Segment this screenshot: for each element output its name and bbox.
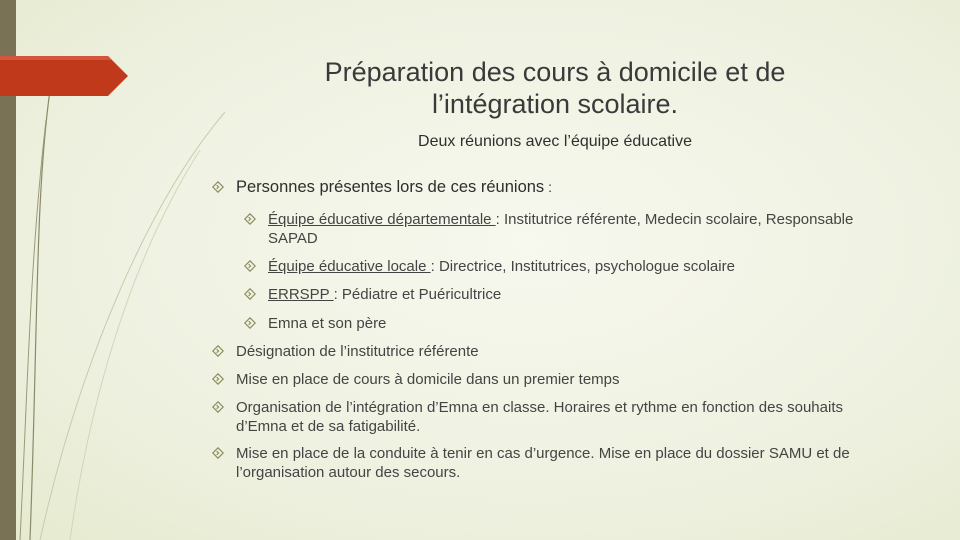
slide-title [245, 56, 865, 120]
bullet-home-courses [212, 370, 912, 389]
bullet-attendees [212, 178, 912, 197]
title-line-2: l’intégration scolaire. [431, 89, 679, 119]
sub-bullet-family [244, 314, 884, 333]
bullet-text: Mise en place de cours à domicile dans un premier temps [236, 371, 620, 388]
diamond-bullet-icon [244, 213, 256, 225]
diamond-bullet-icon [212, 345, 224, 357]
bullet-emergency [212, 444, 902, 482]
diamond-bullet-icon [244, 317, 256, 329]
bullet-text: Mise en place de la conduite à tenir en cas d’urgence. Mise en place du dossier SAMU et de l’organisation autour des secours. [236, 445, 850, 481]
sub-bullet-errspp [244, 285, 884, 304]
diamond-bullet-icon [212, 373, 224, 385]
bullet-integration [212, 398, 892, 436]
sub-bullet-local-team [244, 257, 884, 276]
slide-subtitle: Deux réunions avec l’équipe éducative [418, 133, 692, 150]
red-accent-arrow [0, 56, 128, 96]
sub-bullet-text: ERRSPP : Pédiatre et Puéricultrice [268, 286, 502, 303]
bullet-text: Personnes présentes lors de ces réunions : [236, 178, 552, 196]
diamond-bullet-icon [212, 181, 224, 193]
bullet-designation [212, 342, 912, 361]
sub-bullet-text: Emna et son père [268, 315, 387, 332]
diamond-bullet-icon [244, 260, 256, 272]
sub-bullet-departmental-team [244, 210, 884, 248]
diamond-bullet-icon [244, 288, 256, 300]
bullet-text: Organisation de l’intégration d’Emna en classe. Horaires et rythme en fonction des souhaits d’Emna et de sa fatigabilité. [236, 399, 843, 435]
bullet-text: Désignation de l’institutrice référente [236, 343, 479, 360]
sub-bullet-text: Équipe éducative locale : Directrice, Institutrices, psychologue scolaire [268, 258, 735, 275]
sub-bullet-text: Équipe éducative départementale : Institutrice référente, Medecin scolaire, Responsable SAPAD [268, 211, 854, 247]
diamond-bullet-icon [212, 401, 224, 413]
title-line-1: Préparation des cours à domicile et de [324, 57, 786, 87]
diamond-bullet-icon [212, 447, 224, 459]
